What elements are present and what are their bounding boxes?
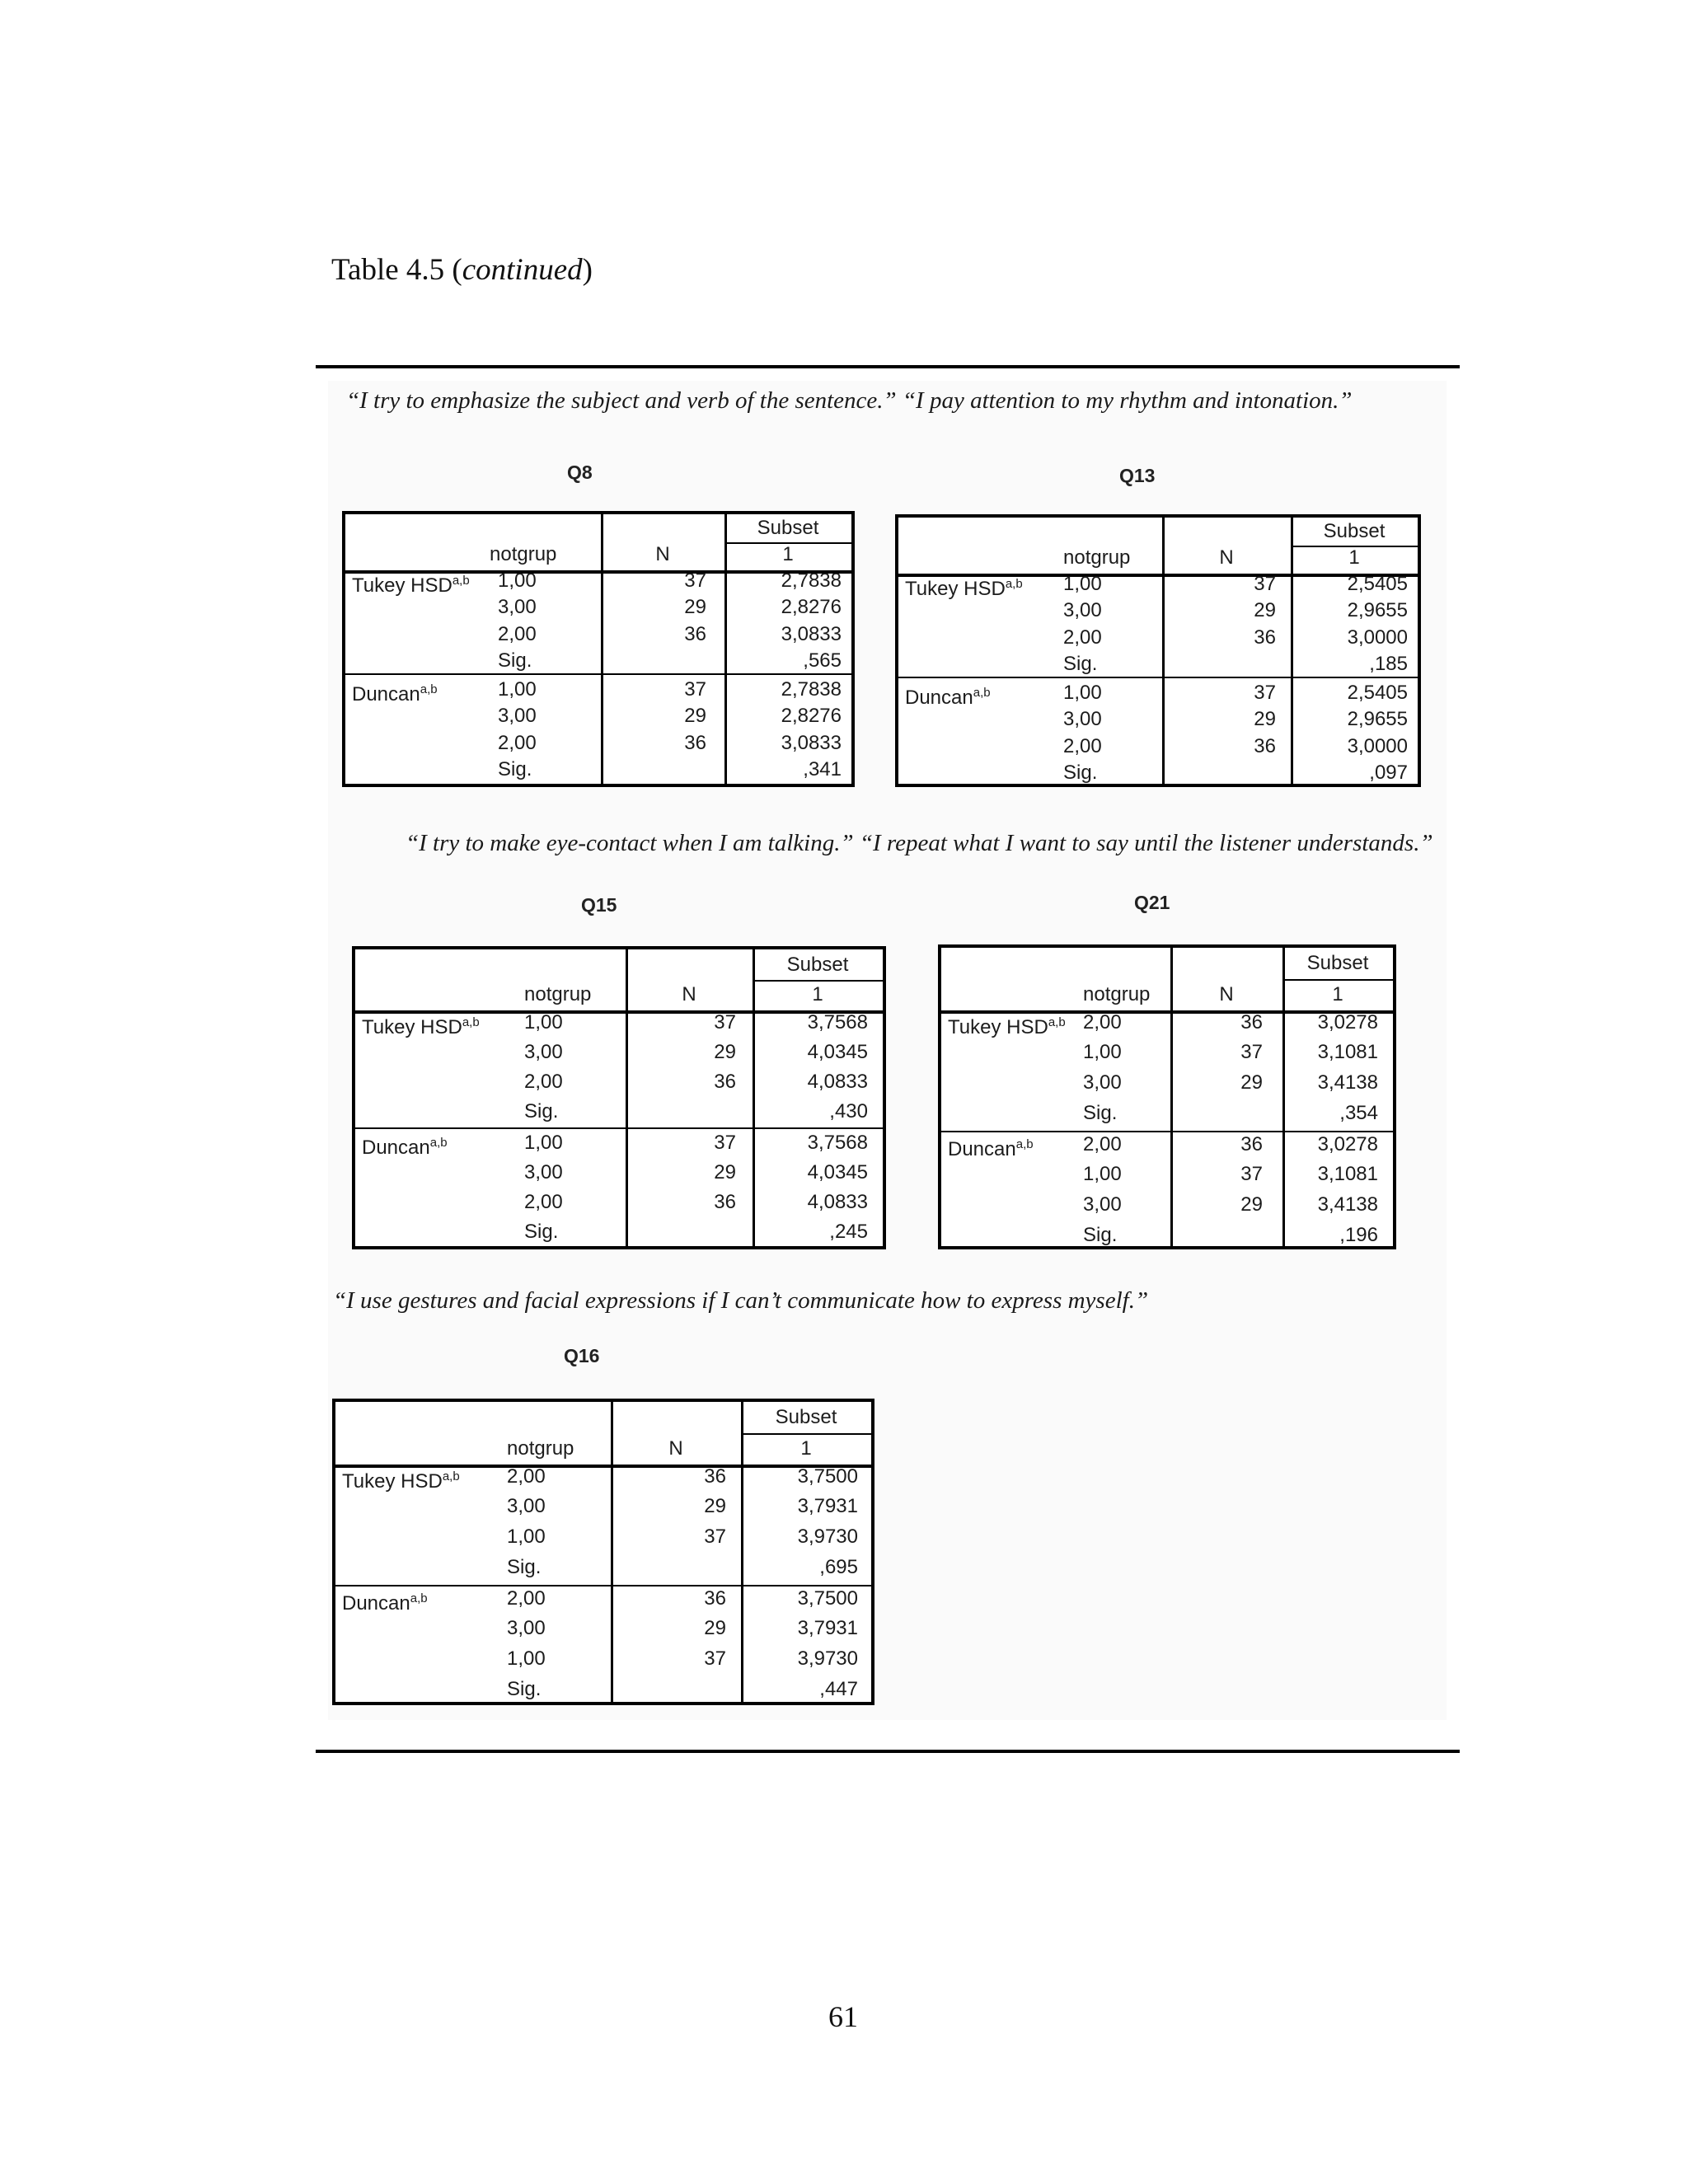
table-cell: 2,00 [1063,735,1102,757]
table-cell: 3,7931 [797,1617,858,1639]
table-cell: Sig. [1063,653,1098,675]
table-cell: 29 [714,1161,736,1183]
table-cell: Sig. [1063,762,1098,784]
table-cell: 4,0833 [807,1191,868,1213]
table-cell: 3,00 [1083,1071,1122,1094]
table-cell: 36 [714,1191,736,1213]
notgrup-header: notgrup [1063,546,1131,569]
table-cell: 2,5405 [1347,573,1408,595]
table-cell: 36 [1254,735,1276,757]
table-cell: 2,00 [498,732,537,754]
table-cell: 2,00 [1063,626,1102,649]
duncan-label: Duncan$^{a,b}$ [948,1137,1034,1160]
table-cell: 1,00 [1083,1041,1122,1063]
q15-table [352,946,886,1249]
page-number: 61 [828,2000,858,2033]
notgrup-header: notgrup [1083,983,1151,1005]
table-cell: 1,00 [498,678,537,701]
table-cell: 2,8276 [781,596,842,618]
table-cell: 2,7838 [781,678,842,701]
tukey-label: Tukey HSD$^{a,b}$ [352,574,470,597]
table-cell: 36 [1240,1011,1263,1033]
table-cell: 3,00 [498,596,537,618]
caption-q15-q21: “I try to make eye-contact when I am talking.” “I repeat what I want to say until the listener understands.” [406,830,1433,856]
table-cell: 3,00 [498,705,537,727]
n-header: N [1219,983,1234,1005]
divider [898,677,1418,678]
table-cell: 37 [714,1011,736,1033]
table-cell: 3,0000 [1347,626,1408,649]
table-cell: 4,0345 [807,1161,868,1183]
table-cell: 2,9655 [1347,708,1408,730]
table-cell: ,185 [1369,653,1408,675]
table-cell: 36 [684,732,706,754]
subset-header: Subset [1323,520,1386,542]
table-cell: 1,00 [498,569,537,592]
table-cell: 29 [684,596,706,618]
table-cell: 29 [1254,599,1276,621]
table-cell: 4,0345 [807,1041,868,1063]
table-cell: 3,00 [1063,599,1102,621]
table-cell: 2,5405 [1347,682,1408,704]
duncan-label: Duncan$^{a,b}$ [352,682,438,705]
table-cell: 36 [704,1587,726,1610]
table-cell: Sig. [498,649,532,672]
subset-column-header: 1 [1348,546,1360,569]
divider [355,1127,883,1129]
subset-column-header: 1 [800,1437,812,1460]
table-cell: 3,00 [524,1161,563,1183]
notgrup-header: notgrup [490,543,557,565]
table-cell: 3,00 [507,1617,546,1639]
table-cell: 3,1081 [1317,1163,1378,1185]
divider [345,673,851,675]
table-cell: 3,7500 [797,1587,858,1610]
tukey-label: Tukey HSD$^{a,b}$ [362,1015,480,1038]
q16-label: Q16 [564,1345,600,1366]
table-cell: ,341 [803,758,842,780]
table-cell: Sig. [524,1100,559,1122]
table-cell: 29 [1240,1193,1263,1216]
title-prefix: Table 4.5 ( [331,253,462,287]
table-cell: 29 [1240,1071,1263,1094]
subset-column-header: 1 [782,543,794,565]
table-cell: 3,00 [524,1041,563,1063]
table-cell: 37 [684,678,706,701]
table-cell: ,447 [819,1678,858,1700]
table-cell: 37 [1240,1163,1263,1185]
notgrup-header: notgrup [507,1437,574,1460]
subset-header: Subset [757,517,819,539]
n-header: N [1219,546,1234,569]
table-cell: 1,00 [1083,1163,1122,1185]
table-cell: 3,7568 [807,1011,868,1033]
divider [741,1433,871,1435]
table-cell: 37 [704,1526,726,1548]
duncan-label: Duncan$^{a,b}$ [362,1136,448,1159]
title-italic: continued [462,253,583,287]
table-cell: 37 [1254,682,1276,704]
bottom-rule [316,1750,1460,1753]
subset-column-header: 1 [812,983,823,1005]
n-header: N [682,983,696,1005]
table-cell: 2,00 [1083,1011,1122,1033]
table-cell: 36 [1254,626,1276,649]
notgrup-header: notgrup [524,983,592,1005]
caption-q16: “I use gestures and facial expressions if I can’t communicate how to express myself.” [333,1287,1149,1314]
tukey-label: Tukey HSD$^{a,b}$ [905,577,1023,600]
table-cell: 2,7838 [781,569,842,592]
q8-table [342,511,855,787]
table-cell: 36 [704,1465,726,1488]
table-cell: 3,0833 [781,623,842,645]
q16-table [332,1399,874,1705]
table-cell: 3,7931 [797,1495,858,1517]
top-rule [316,365,1460,368]
table-cell: ,196 [1339,1224,1378,1246]
table-cell: 2,00 [524,1071,563,1093]
subset-column-header: 1 [1332,983,1343,1005]
title-suffix: ) [582,253,593,287]
table-cell: ,097 [1369,762,1408,784]
table-cell: 3,1081 [1317,1041,1378,1063]
table-cell: 29 [714,1041,736,1063]
table-cell: 37 [1240,1041,1263,1063]
table-cell: 1,00 [524,1132,563,1154]
table-cell: 2,00 [498,623,537,645]
table-cell: 3,4138 [1317,1071,1378,1094]
table-cell: 1,00 [1063,682,1102,704]
q13-label: Q13 [1119,465,1156,486]
table-cell: ,354 [1339,1102,1378,1124]
subset-header: Subset [786,954,849,976]
tukey-label: Tukey HSD$^{a,b}$ [948,1015,1066,1038]
table-cell: Sig. [507,1556,542,1578]
table-cell: 3,0278 [1317,1133,1378,1155]
table-cell: 1,00 [507,1526,546,1548]
table-cell: Sig. [507,1678,542,1700]
table-cell: 1,00 [507,1647,546,1670]
table-title [331,252,593,288]
table-cell: Sig. [524,1221,559,1243]
table-cell: 3,00 [1083,1193,1122,1216]
duncan-label: Duncan$^{a,b}$ [342,1591,428,1615]
table-cell: 3,4138 [1317,1193,1378,1216]
table-cell: 1,00 [524,1011,563,1033]
table-cell: 2,8276 [781,705,842,727]
table-cell: 29 [684,705,706,727]
table-cell: 2,00 [507,1465,546,1488]
divider [753,980,883,982]
table-cell: 3,7500 [797,1465,858,1488]
table-cell: 37 [704,1647,726,1670]
table-cell: 2,00 [524,1191,563,1213]
table-cell: 36 [1240,1133,1263,1155]
table-cell: ,245 [829,1221,868,1243]
n-header: N [655,543,670,565]
q13-table [895,514,1421,787]
tukey-label: Tukey HSD$^{a,b}$ [342,1469,460,1493]
table-cell: 3,00 [1063,708,1102,730]
table-cell: 3,0278 [1317,1011,1378,1033]
table-cell: 37 [684,569,706,592]
table-cell: Sig. [1083,1102,1118,1124]
q21-table [938,944,1396,1249]
table-cell: 1,00 [1063,573,1102,595]
subset-header: Subset [1306,952,1369,974]
table-cell: ,430 [829,1100,868,1122]
table-cell: 37 [1254,573,1276,595]
table-cell: 3,0000 [1347,735,1408,757]
q15-label: Q15 [581,894,617,916]
q8-label: Q8 [567,462,593,483]
table-cell: 2,00 [1083,1133,1122,1155]
table-cell: 3,0833 [781,732,842,754]
subset-header: Subset [775,1406,837,1428]
table-cell: Sig. [1083,1224,1118,1246]
table-cell: 3,9730 [797,1526,858,1548]
table-cell: 3,9730 [797,1647,858,1670]
table-cell: 29 [1254,708,1276,730]
table-cell: 2,00 [507,1587,546,1610]
divider [1282,979,1393,981]
duncan-label: Duncan$^{a,b}$ [905,686,991,709]
table-cell: ,565 [803,649,842,672]
table-cell: 36 [684,623,706,645]
table-cell: Sig. [498,758,532,780]
table-cell: 29 [704,1495,726,1517]
table-cell: 37 [714,1132,736,1154]
n-header: N [668,1437,683,1460]
table-cell: 3,7568 [807,1132,868,1154]
table-cell: 29 [704,1617,726,1639]
table-cell: 4,0833 [807,1071,868,1093]
caption-q8-q13: “I try to emphasize the subject and verb of the sentence.” “I pay attention to my rhythm and intonation.” [346,387,1353,414]
table-cell: 36 [714,1071,736,1093]
table-cell: 3,00 [507,1495,546,1517]
table-cell: ,695 [819,1556,858,1578]
q21-label: Q21 [1134,892,1170,913]
table-cell: 2,9655 [1347,599,1408,621]
